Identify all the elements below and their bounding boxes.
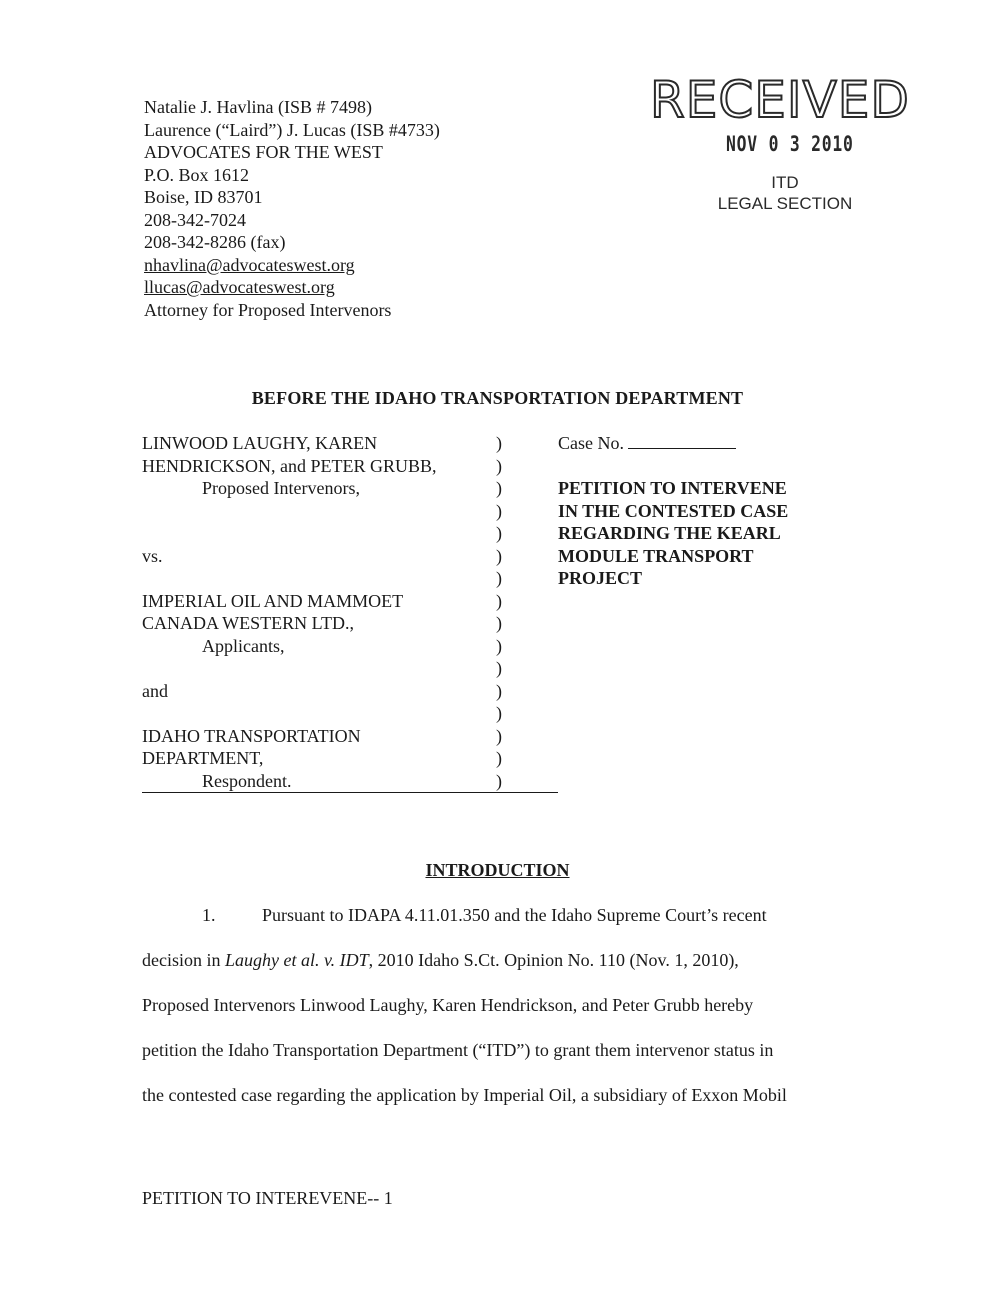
case-number-label: Case No.: [558, 433, 624, 453]
caption-paren: ): [496, 478, 502, 498]
petition-title-line: IN THE CONTESTED CASE: [558, 500, 789, 521]
attorney-line: 208-342-7024: [144, 209, 246, 230]
petition-title-line: PROJECT: [558, 568, 643, 588]
stamp-dept-line: LEGAL SECTION: [717, 194, 853, 213]
body-line-3: Proposed Intervenors Linwood Laughy, Karen Hendrickson, and Peter Grubb hereby: [142, 995, 754, 1015]
caption-paren: ): [496, 613, 502, 633]
caption-paren: ): [496, 523, 502, 543]
caption-paren: ): [496, 748, 502, 768]
received-stamp-department: [650, 172, 920, 214]
body-text: Pursuant to IDAPA 4.11.01.350 and the Idaho Supreme Court’s recent: [262, 905, 767, 925]
attorney-line: P.O. Box 1612: [144, 164, 250, 185]
case-number-blank: [628, 432, 736, 449]
body-line-2: [142, 950, 739, 971]
paragraph-number: 1.: [202, 905, 216, 925]
received-stamp-text: RECEIVED: [650, 71, 910, 129]
body-line-5: the contested case regarding the application by Imperial Oil, a subsidiary of Exxon Mobil: [142, 1085, 787, 1105]
and-label: and: [142, 680, 168, 701]
case-citation: Laughy et al. v. IDT: [225, 950, 369, 970]
caption-paren: ): [496, 590, 502, 611]
email-link-havlina[interactable]: nhavlina@advocateswest.org: [144, 254, 355, 275]
introduction-heading: INTRODUCTION: [425, 860, 570, 880]
caption-paren: ): [496, 770, 502, 791]
petition-title-line: PETITION TO INTERVENE: [558, 478, 787, 498]
attorney-line: Laurence (“Laird”) J. Lucas (ISB #4733): [144, 119, 440, 140]
caption-paren: ): [496, 725, 502, 746]
party-line: HENDRICKSON, and PETER GRUBB,: [142, 455, 437, 476]
caption-paren-column: [496, 432, 502, 792]
page-footer: PETITION TO INTEREVENE-- 1: [142, 1188, 393, 1208]
party-line: IDAHO TRANSPORTATION: [142, 725, 361, 746]
party-role: Proposed Intervenors,: [202, 478, 360, 498]
caption-paren: ): [496, 703, 502, 723]
caption-paren: ): [496, 545, 502, 566]
party-line: DEPARTMENT,: [142, 748, 264, 768]
body-line-1: [142, 905, 767, 926]
petition-title-line: REGARDING THE KEARL: [558, 523, 781, 543]
party-role: Respondent.: [142, 770, 558, 794]
received-stamp-date: NOV 0 3 2010: [726, 132, 854, 156]
email-link-lucas[interactable]: llucas@advocateswest.org: [144, 277, 335, 297]
attorney-line: 208-342-8286 (fax): [144, 232, 286, 252]
caption-paren: ): [496, 433, 502, 453]
caption-paren: ): [496, 635, 502, 656]
body-line-4: petition the Idaho Transportation Department (“ITD”) to grant them intervenor status in: [142, 1040, 774, 1060]
caption-paren: ): [496, 568, 502, 588]
attorney-line: Natalie J. Havlina (ISB # 7498): [144, 97, 372, 117]
body-text: , 2010 Idaho S.Ct. Opinion No. 110 (Nov. 1, 2010),: [368, 950, 739, 970]
petition-title: [558, 477, 788, 590]
caption-paren: ): [496, 455, 502, 476]
stamp-dept-line: ITD: [771, 173, 799, 192]
case-caption-parties: [142, 432, 502, 793]
party-role: Applicants,: [202, 635, 285, 656]
caption-paren: ): [496, 658, 502, 678]
petition-title-line: MODULE TRANSPORT: [558, 545, 754, 566]
versus-label: vs.: [142, 545, 163, 566]
attorney-line: Boise, ID 83701: [144, 187, 263, 207]
caption-paren: ): [496, 500, 502, 521]
caption-paren: ): [496, 680, 502, 701]
attorney-block: [144, 96, 440, 321]
party-line: CANADA WESTERN LTD.,: [142, 613, 355, 633]
case-number: [558, 432, 736, 455]
received-stamp: [650, 62, 910, 222]
body-text: decision in: [142, 950, 225, 970]
party-line: IMPERIAL OIL AND MAMMOET: [142, 590, 404, 611]
party-line: LINWOOD LAUGHY, KAREN: [142, 433, 378, 453]
attorney-line: ADVOCATES FOR THE WEST: [144, 142, 383, 162]
attorney-role: Attorney for Proposed Intervenors: [144, 299, 392, 320]
tribunal-heading: BEFORE THE IDAHO TRANSPORTATION DEPARTMENT: [251, 388, 744, 408]
